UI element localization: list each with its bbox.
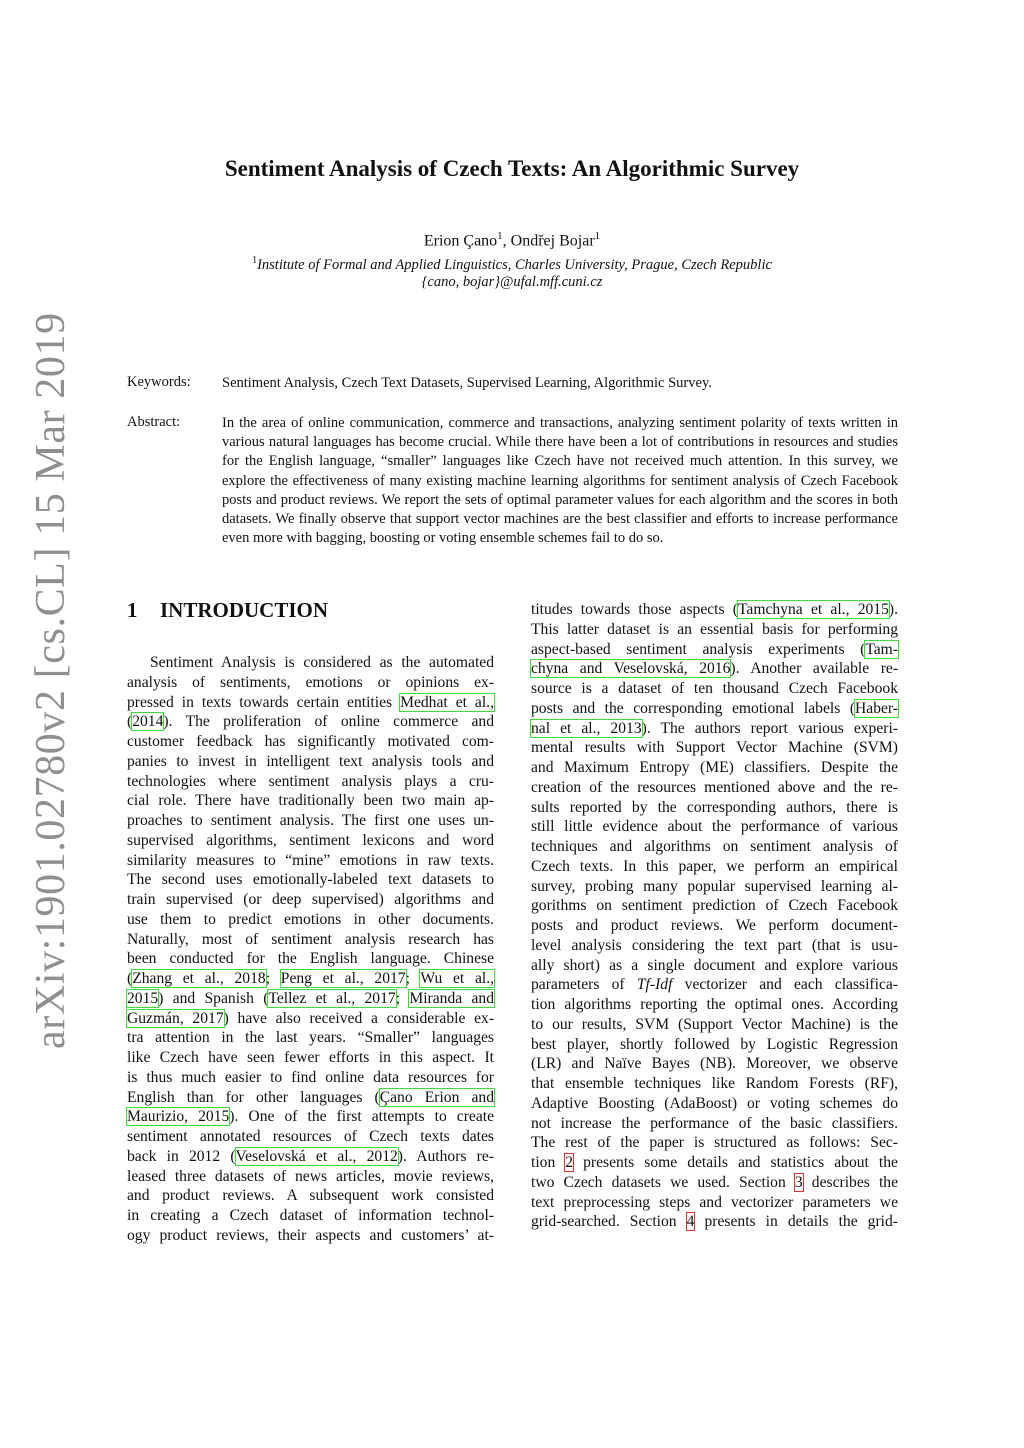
text-line — [127, 1107, 494, 1127]
line-text: creation of the resources mentioned above and the re- — [531, 778, 898, 796]
line-text: text preprocessing steps and vectorizer parameters we — [531, 1193, 898, 1211]
text-line — [127, 653, 494, 673]
citation-link[interactable]: Medhat et al., — [400, 693, 494, 711]
author-cano: Erion Çano — [423, 232, 498, 250]
text-line — [127, 673, 494, 693]
text-line — [531, 798, 898, 818]
line-text: gorithms on sentiment prediction of Czech Facebook — [531, 897, 898, 915]
line-text: use them to predict emotions in other documents. — [127, 910, 494, 928]
author-separator: , — [502, 232, 511, 250]
text-line — [127, 1147, 494, 1167]
line-text: Sentiment Analysis is considered as the automated — [150, 654, 494, 671]
section-ref-link[interactable]: 2 — [565, 1154, 574, 1171]
line-text: cial role. There have traditionally been two main ap- — [127, 792, 494, 810]
text-line — [531, 679, 898, 699]
section-heading-introduction — [127, 598, 328, 623]
text-line — [127, 949, 494, 969]
text-line — [531, 1074, 898, 1094]
text-line — [127, 969, 494, 989]
text-line — [531, 975, 898, 995]
paper-title: Sentiment Analysis of Czech Texts: An Algorithmic Survey — [224, 156, 800, 181]
line-text: train supervised (or deep supervised) algorithms and — [127, 891, 494, 908]
text-line — [531, 778, 898, 798]
line-text: is thus much easier to find online data resources for — [127, 1068, 494, 1086]
line-text: ; — [405, 970, 421, 987]
text-line — [127, 752, 494, 772]
author-cano-affil-mark: 1 — [497, 230, 503, 242]
text-line — [127, 791, 494, 811]
text-line — [531, 1193, 898, 1213]
text-line — [127, 1167, 494, 1187]
left-column — [127, 653, 494, 1246]
text-line — [127, 1068, 494, 1088]
citation-link[interactable]: Veselovská et al., 2012 — [235, 1147, 398, 1165]
line-text: (LR) and Naïve Bayes (NB). Moreover, we observe — [531, 1055, 898, 1073]
text-line — [531, 1114, 898, 1134]
text-line — [127, 851, 494, 871]
citation-link[interactable]: nal et al., 2013 — [531, 719, 642, 737]
line-text: that ensemble techniques like Random Forests (RF), — [531, 1075, 898, 1092]
author-list — [0, 230, 1024, 250]
line-text: supervised algorithms, sentiment lexicons and word — [127, 831, 494, 849]
line-text: in creating a Czech dataset of information technol- — [127, 1207, 494, 1224]
text-line — [531, 956, 898, 976]
text-line — [127, 712, 494, 732]
line-text: grid-searched. Section — [531, 1213, 687, 1231]
line-text: pressed in texts towards certain entities — [127, 693, 401, 711]
line-text: analysis of sentiments, emotions or opinions ex- — [127, 673, 494, 691]
citation-link[interactable]: 2014 — [132, 713, 164, 731]
author-bojar: Ondřej Bojar — [510, 232, 595, 250]
line-text: ; — [265, 970, 281, 987]
line-text: sults reported by the corresponding authors, there is — [531, 798, 898, 816]
line-text: mental results with Support Vector Machine (SVM) — [531, 739, 898, 757]
line-text: describes the — [802, 1173, 898, 1191]
line-text: ) and Spanish ( — [158, 989, 269, 1007]
text-line — [531, 1133, 898, 1153]
line-text: ). — [888, 601, 898, 618]
line-text: not increase the performance of the basic classifiers. — [531, 1114, 898, 1132]
text-line — [127, 1048, 494, 1068]
text-line — [127, 890, 494, 910]
section-ref-link[interactable]: 3 — [794, 1173, 803, 1191]
citation-link[interactable]: Haber- — [855, 699, 898, 717]
citation-link[interactable]: Miranda and — [409, 989, 495, 1007]
arxiv-side-stamp: arXiv:1901.02780v2 [cs.CL] 15 Mar 2019 — [28, 312, 74, 1049]
line-text: aspect-based sentiment analysis experiments ( — [531, 640, 866, 658]
line-text: survey, probing many popular supervised learning al- — [531, 877, 898, 895]
line-text: The rest of the paper is structured as follows: Sec- — [531, 1134, 898, 1152]
line-text: vectorizer and each classifica- — [672, 976, 898, 994]
text-line — [531, 738, 898, 758]
keywords-label: Keywords: — [127, 374, 191, 390]
text-line — [531, 640, 898, 660]
text-line — [127, 1009, 494, 1029]
author-emails: {cano, bojar}@ufal.mff.cuni.cz — [421, 274, 603, 290]
text-line — [127, 989, 494, 1009]
line-text: ( — [127, 713, 133, 731]
section-title: INTRODUCTION — [160, 598, 329, 622]
text-line — [127, 1226, 494, 1246]
citation-link[interactable]: Tellez et al., 2017 — [268, 989, 396, 1007]
text-line — [127, 910, 494, 930]
line-text: tion algorithms reporting the optimal ones. According — [531, 996, 898, 1013]
line-text: The second uses emotionally-labeled text datasets to — [127, 871, 494, 889]
text-line — [531, 877, 898, 897]
line-text: leased three datasets of news articles, movie reviews, — [127, 1167, 494, 1185]
text-line — [127, 831, 494, 851]
text-line — [127, 1028, 494, 1048]
line-text: customer feedback has significantly motivated com- — [127, 733, 494, 750]
citation-link[interactable]: chyna and Veselovská, 2016 — [531, 660, 731, 678]
line-text: techniques and algorithms on sentiment analysis of — [531, 838, 898, 855]
text-line — [127, 1088, 494, 1108]
line-text: This latter dataset is an essential basis for performing — [531, 620, 898, 638]
line-text: Czech texts. In this paper, we perform an empirical — [531, 857, 898, 875]
italic-term: Tf-Idf — [636, 976, 673, 994]
line-text: technologies where sentiment analysis plays a cru- — [127, 772, 494, 790]
line-text: Naturally, most of sentiment analysis research has — [127, 930, 494, 948]
abstract-label: Abstract: — [127, 414, 181, 430]
text-line — [127, 772, 494, 792]
author-bojar-affil-mark: 1 — [594, 230, 601, 242]
line-text: titudes towards those aspects ( — [531, 601, 738, 618]
text-line — [531, 817, 898, 837]
text-line — [531, 916, 898, 936]
text-line — [531, 620, 898, 640]
keywords-text: Sentiment Analysis, Czech Text Datasets, Supervised Learning, Algorithmic Survey. — [222, 375, 712, 391]
text-line — [531, 1015, 898, 1035]
text-line — [531, 659, 898, 679]
line-text: ). Another available re- — [730, 660, 899, 678]
line-text: ; — [395, 989, 410, 1007]
citation-link[interactable]: Tamchyna et al., 2015 — [738, 601, 889, 618]
line-text: parameters of — [531, 976, 637, 994]
text-line — [127, 870, 494, 890]
text-line — [127, 732, 494, 752]
line-text: ) have also received a considerable ex- — [223, 1009, 495, 1027]
line-text: ally short) as a single document and explore various — [531, 956, 898, 974]
text-line — [531, 758, 898, 778]
line-text: posts and the corresponding emotional labels ( — [531, 699, 856, 717]
citation-link[interactable]: Çano Erion and — [379, 1088, 494, 1106]
text-line — [531, 699, 898, 719]
line-text: been conducted for the English language. Chinese — [127, 950, 494, 968]
affiliation — [0, 255, 1024, 274]
text-line — [531, 1173, 898, 1193]
line-text: ( — [127, 970, 133, 987]
line-text: and Maximum Entropy (ME) classifiers. Despite the — [531, 759, 898, 776]
line-text: English than for other languages ( — [127, 1088, 380, 1106]
line-text: posts and product reviews. We perform document- — [531, 917, 898, 934]
line-text: tion — [531, 1154, 566, 1171]
text-line — [127, 1186, 494, 1206]
citation-link[interactable]: Tam- — [865, 640, 898, 658]
line-text: presents some details and statistics about the — [573, 1154, 898, 1171]
abstract-text: In the area of online communication, commerce and transactions, analyzing sentiment polarity of texts written in various natural languages has become crucial. While there have been a lot of contributions in resources and studies for the English language, “smaller” languages like Czech have not received much attention. In this survey, we explore the effectiveness of many existing machine learning algorithms for sentiment analysis of Czech Facebook posts and product reviews. We report the sets of optimal parameter values for each algorithm and the scores in both datasets. We finally observe that support vector machines are the best classifier and efforts to increase performance even more with bagging, boosting or voting ensemble schemes fail to do so. — [222, 415, 898, 547]
line-text: tra attention in the last years. “Smaller” languages — [127, 1029, 494, 1047]
line-text: Adaptive Boosting (AdaBoost) or voting schemes do — [531, 1094, 898, 1112]
line-text: presents in details the grid- — [694, 1213, 898, 1231]
text-line — [127, 811, 494, 831]
text-line — [531, 936, 898, 956]
line-text: proaches to sentiment analysis. The first one uses un- — [127, 812, 494, 829]
line-text: best player, shortly followed by Logistic Regression — [531, 1035, 898, 1053]
line-text: ogy product reviews, their aspects and customers’ at- — [127, 1226, 494, 1244]
affiliation-text: Institute of Formal and Applied Linguistics, Charles University, Prague, Czech Republic — [257, 256, 772, 273]
text-line — [531, 719, 898, 739]
affiliation-mark: 1 — [252, 255, 258, 266]
line-text: source is a dataset of ten thousand Czech Facebook — [531, 680, 898, 697]
line-text: two Czech datasets we used. Section — [531, 1173, 795, 1191]
section-ref-link[interactable]: 4 — [686, 1213, 695, 1231]
right-column — [531, 600, 898, 1232]
citation-link[interactable]: Peng et al., 2017 — [280, 970, 406, 987]
line-text: and product reviews. A subsequent work consisted — [127, 1187, 494, 1205]
text-line — [531, 1153, 898, 1173]
line-text: level analysis considering the text part (that is usu- — [531, 936, 898, 954]
line-text: similarity measures to “mine” emotions in raw texts. — [127, 851, 494, 869]
text-line — [531, 1094, 898, 1114]
text-line — [531, 857, 898, 877]
citation-link[interactable]: Zhang et al., 2018 — [132, 970, 266, 987]
section-number: 1 — [127, 598, 138, 622]
line-text: still little evidence about the performance of various — [531, 818, 898, 836]
citation-link[interactable]: Wu et al., — [420, 970, 495, 987]
line-text: ). The authors report various experi- — [641, 719, 898, 737]
citation-link[interactable]: 2015 — [127, 989, 159, 1007]
text-line — [531, 600, 898, 620]
line-text: ). Authors re- — [397, 1147, 494, 1165]
text-line — [127, 693, 494, 713]
line-text: sentiment annotated resources of Czech texts dates — [127, 1128, 494, 1145]
text-line — [127, 930, 494, 950]
text-line — [531, 1212, 898, 1232]
text-line — [531, 1054, 898, 1074]
text-line — [531, 995, 898, 1015]
citation-link[interactable]: Maurizio, 2015 — [127, 1108, 230, 1126]
text-line — [531, 896, 898, 916]
line-text: ). One of the first attempts to create — [229, 1108, 494, 1126]
line-text: panies to invest in intelligent text analysis tools and — [127, 752, 494, 770]
line-text: to our results, SVM (Support Vector Machine) is the — [531, 1015, 898, 1033]
line-text: like Czech have seen fewer efforts in this aspect. It — [127, 1049, 494, 1066]
line-text: ). The proliferation of online commerce and — [163, 713, 494, 731]
text-line — [127, 1206, 494, 1226]
citation-link[interactable]: Guzmán, 2017 — [127, 1009, 224, 1027]
text-line — [127, 1127, 494, 1147]
text-line — [531, 837, 898, 857]
line-text: back in 2012 ( — [127, 1147, 236, 1165]
text-line — [531, 1035, 898, 1055]
